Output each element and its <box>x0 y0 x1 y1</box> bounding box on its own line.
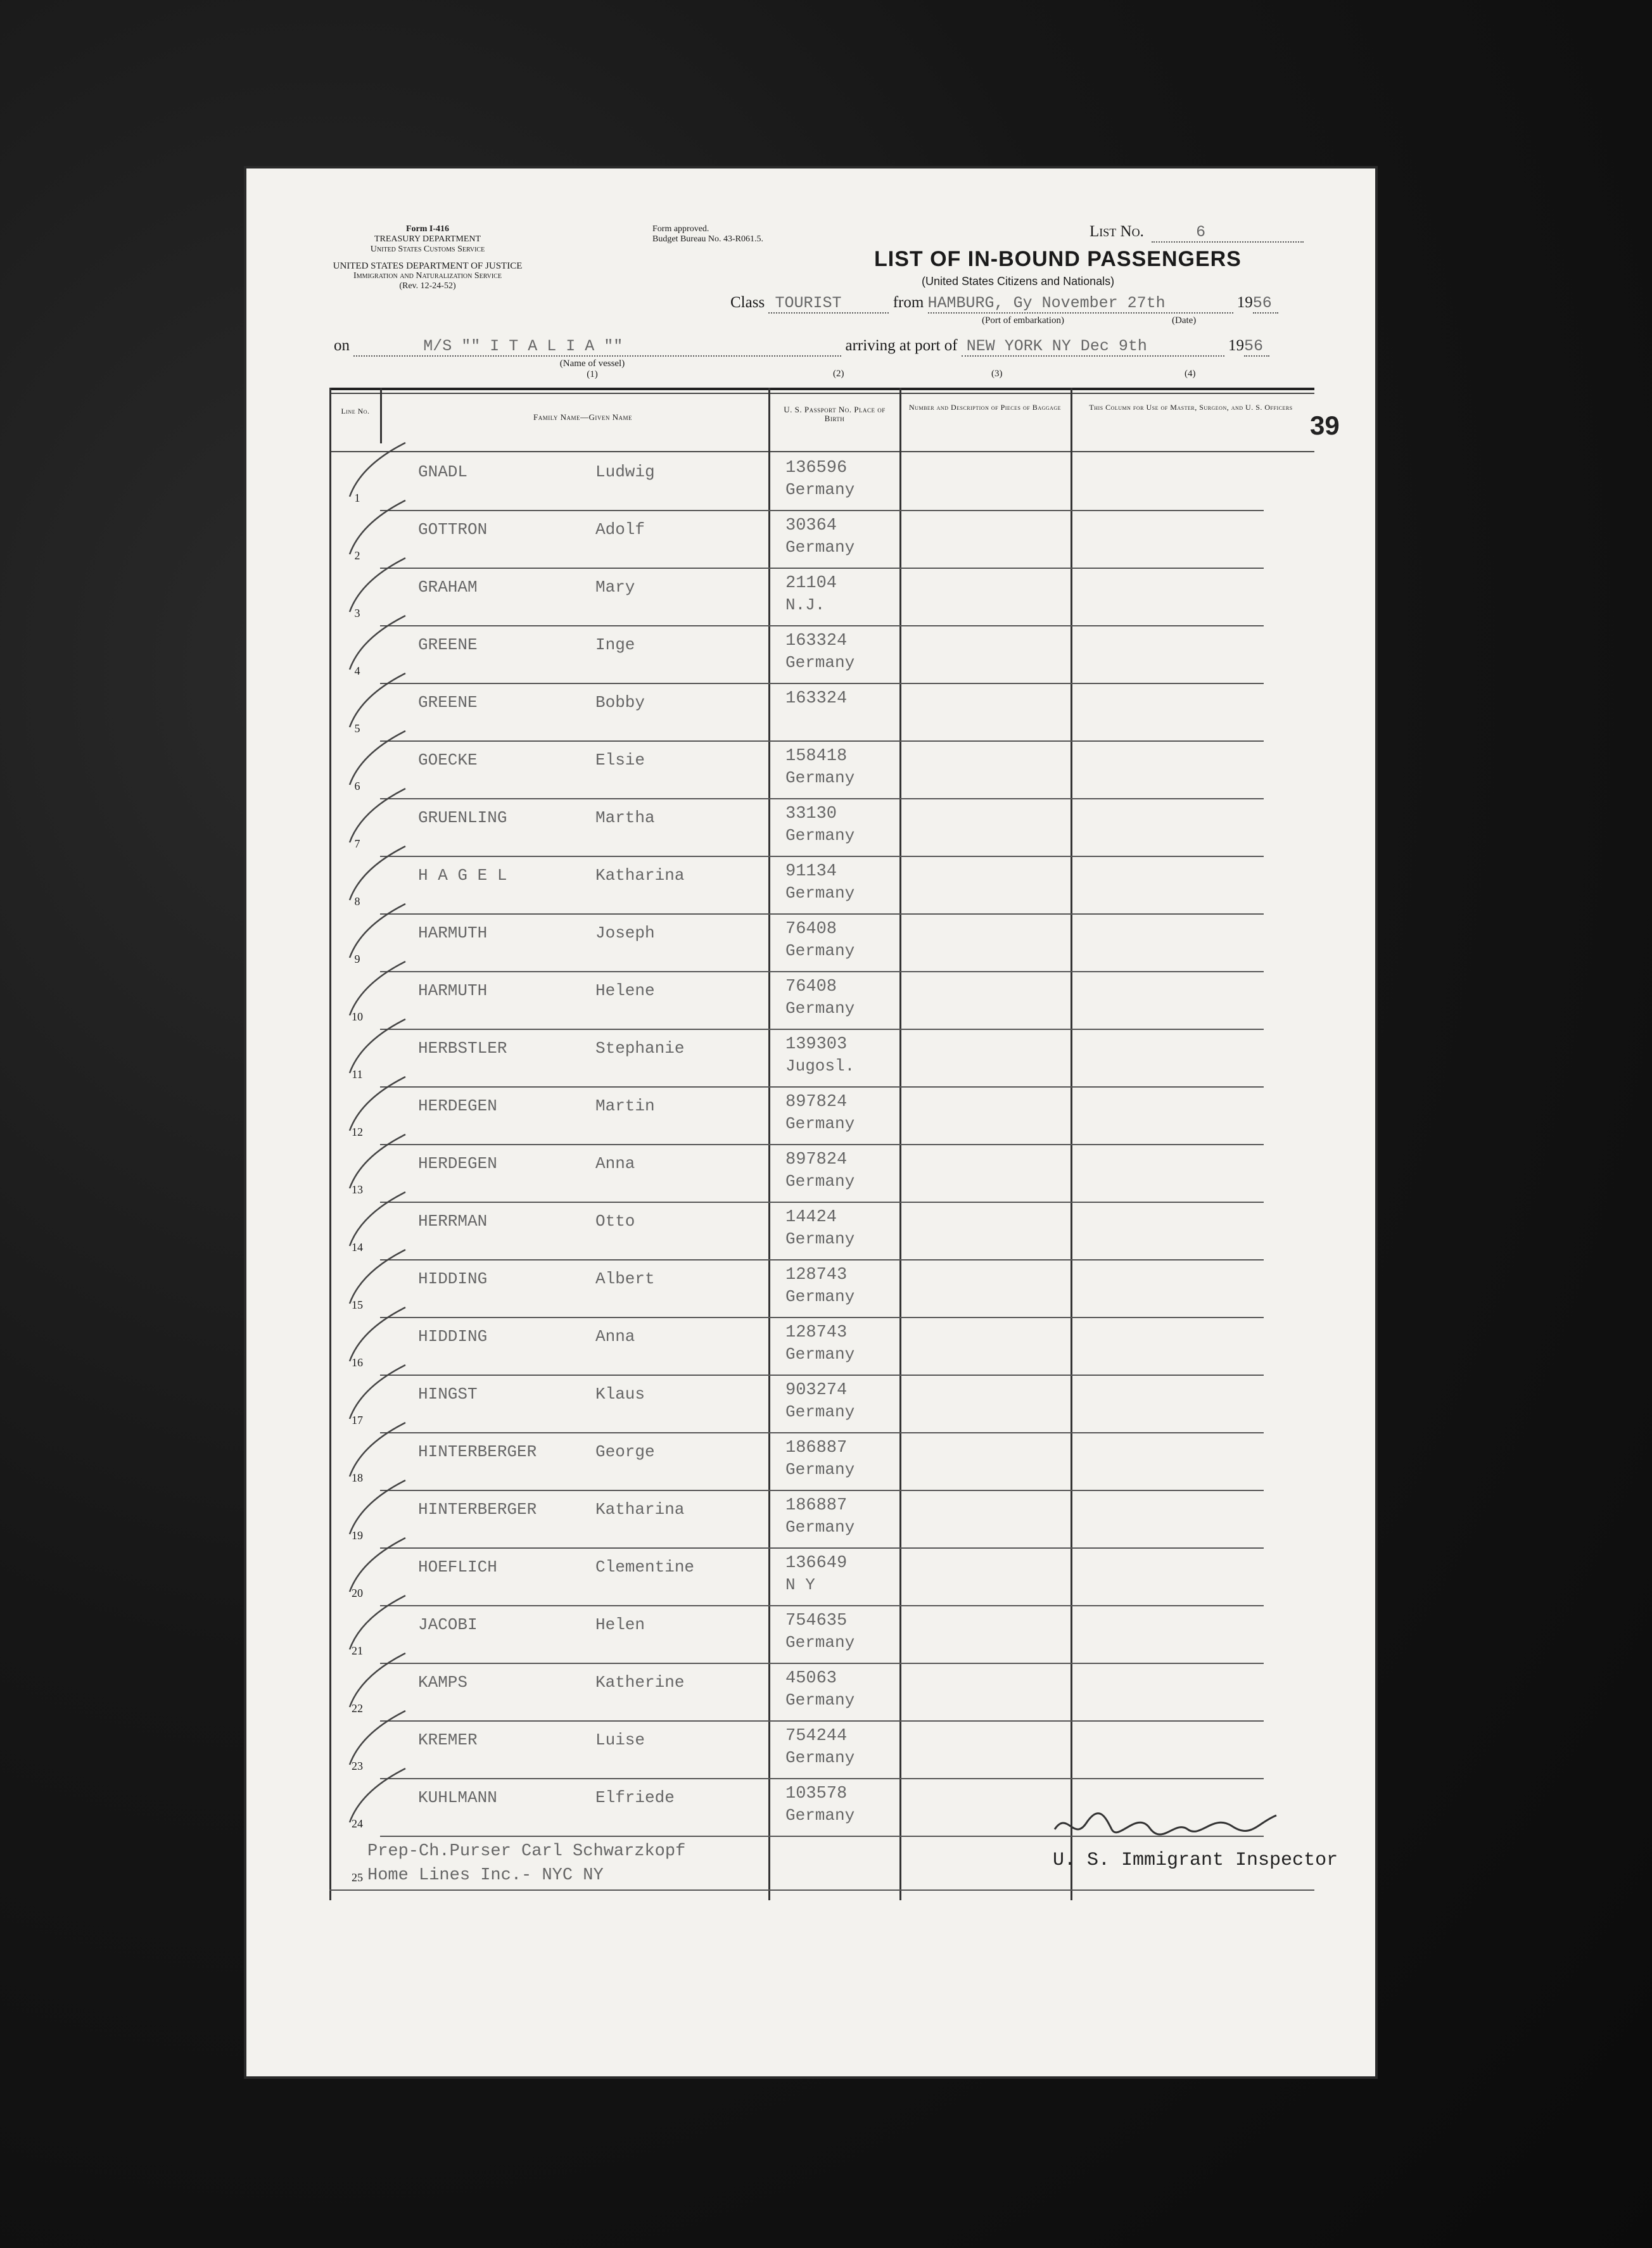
line-number: 14 <box>352 1241 363 1254</box>
passport-number: 136596 <box>785 459 848 478</box>
header-line-no: Line No. <box>341 407 370 416</box>
passport-number: 186887 <box>785 1438 848 1457</box>
family-name: GOECKE <box>418 751 478 770</box>
place-of-birth: Germany <box>785 1345 855 1364</box>
document-title: LIST OF IN-BOUND PASSENGERS <box>874 247 1242 271</box>
family-name: H A G E L <box>418 866 507 885</box>
line-number: 9 <box>354 953 360 965</box>
page-number: 39 <box>1310 410 1340 440</box>
table-row <box>329 915 1314 972</box>
table-row <box>329 1030 1314 1088</box>
place-of-birth: Germany <box>785 999 855 1018</box>
table-top-rule-2 <box>329 393 1314 394</box>
given-name: Elfriede <box>595 1788 675 1807</box>
header-baggage: Number and Description of Pieces of Baggage <box>909 403 1061 412</box>
budget-bureau: Budget Bureau No. 43-R061.5. <box>652 234 763 244</box>
passport-number: 897824 <box>785 1093 848 1112</box>
line-number: 11 <box>352 1068 363 1081</box>
family-name: HINGST <box>418 1385 478 1404</box>
passport-number: 136649 <box>785 1554 848 1573</box>
given-name: Anna <box>595 1154 635 1173</box>
line-number: 8 <box>354 895 360 908</box>
vessel-value: M/S "" I T A L I A "" <box>423 337 623 355</box>
given-name: Ludwig <box>595 462 655 481</box>
given-name: Stephanie <box>595 1039 685 1058</box>
passport-number: 186887 <box>785 1496 848 1515</box>
place-of-birth: Germany <box>785 1460 855 1479</box>
given-name: Helene <box>595 981 655 1000</box>
header-name: Family Name—Given Name <box>533 412 632 422</box>
table-row <box>329 684 1314 742</box>
passport-number: 163324 <box>785 632 848 651</box>
passport-number: 91134 <box>785 862 837 881</box>
place-of-birth: Germany <box>785 1114 855 1133</box>
line-number: 4 <box>354 664 360 677</box>
line-number: 6 <box>354 780 360 792</box>
place-of-birth: Germany <box>785 941 855 960</box>
treasury-dept: TREASURY DEPARTMENT <box>374 234 481 244</box>
given-name: Katharina <box>595 1500 685 1519</box>
ins-service: Immigration and Naturalization Service <box>353 271 502 281</box>
place-of-birth: Germany <box>785 653 855 672</box>
place-of-birth: Germany <box>785 1402 855 1421</box>
from-value: HAMBURG, Gy November 27th <box>927 294 1166 312</box>
line-number: 7 <box>354 837 360 850</box>
passport-number: 139303 <box>785 1035 848 1054</box>
list-number-value: 6 <box>1196 223 1206 241</box>
family-name: KUHLMANN <box>418 1788 497 1807</box>
passport-number: 163324 <box>785 689 848 708</box>
place-of-birth: Germany <box>785 1806 855 1825</box>
place-of-birth: Germany <box>785 884 855 903</box>
line-number: 10 <box>352 1010 363 1023</box>
table-row <box>329 1722 1314 1779</box>
line-number: 18 <box>352 1471 363 1484</box>
year-value: 56 <box>1253 294 1278 314</box>
table-row <box>329 1145 1314 1203</box>
passport-number: 128743 <box>785 1266 848 1285</box>
passport-number: 45063 <box>785 1669 837 1688</box>
line-number: 12 <box>352 1126 363 1138</box>
table-row <box>329 1088 1314 1145</box>
line-number: 17 <box>352 1414 363 1426</box>
given-name: Katharina <box>595 866 685 885</box>
table-row <box>329 1261 1314 1318</box>
given-name: Otto <box>595 1212 635 1231</box>
place-of-birth: Germany <box>785 826 855 845</box>
family-name: HERDEGEN <box>418 1154 497 1173</box>
header-passport: U. S. Passport No. Place of Birth <box>784 405 886 423</box>
col-border-line <box>380 388 382 443</box>
from-label: from <box>893 294 924 311</box>
place-of-birth: Germany <box>785 1229 855 1248</box>
place-of-birth: Germany <box>785 1287 855 1306</box>
line-number: 16 <box>352 1356 363 1369</box>
family-name: HERRMAN <box>418 1212 488 1231</box>
table-row <box>329 1376 1314 1433</box>
table-row <box>329 1664 1314 1722</box>
passport-number: 158418 <box>785 747 848 766</box>
line-number: 21 <box>352 1644 363 1657</box>
given-name: Luise <box>595 1730 645 1750</box>
vessel-line <box>334 337 1269 357</box>
passport-number: 14424 <box>785 1208 837 1227</box>
family-name: HOEFLICH <box>418 1558 497 1577</box>
given-name: Albert <box>595 1269 655 1288</box>
table-row <box>329 1433 1314 1491</box>
passport-number: 754635 <box>785 1611 848 1630</box>
family-name: HERDEGEN <box>418 1096 497 1115</box>
customs-service: United States Customs Service <box>370 244 485 254</box>
company-line: Home Lines Inc.- NYC NY <box>367 1866 604 1885</box>
family-name: HIDDING <box>418 1269 488 1288</box>
passport-number: 897824 <box>785 1150 848 1169</box>
line-number: 19 <box>352 1529 363 1542</box>
family-name: HINTERBERGER <box>418 1442 537 1461</box>
line-number: 20 <box>352 1587 363 1599</box>
place-of-birth: Germany <box>785 1518 855 1537</box>
on-label: on <box>334 337 350 354</box>
given-name: Mary <box>595 578 635 597</box>
passport-number: 76408 <box>785 977 837 996</box>
caption-col-4: (4) <box>1185 369 1196 379</box>
caption-col-2: (2) <box>833 369 844 379</box>
family-name: HARMUTH <box>418 981 488 1000</box>
passport-number: 33130 <box>785 804 837 823</box>
family-name: HINTERBERGER <box>418 1500 537 1519</box>
given-name: Martha <box>595 808 655 827</box>
footer-line-number: 25 <box>352 1871 363 1884</box>
family-name: KAMPS <box>418 1673 468 1692</box>
passenger-table <box>329 388 1314 1900</box>
year-prefix: 19 <box>1236 294 1253 311</box>
header-bottom-rule <box>329 451 1314 452</box>
table-row <box>329 1491 1314 1549</box>
given-name: Elsie <box>595 751 645 770</box>
table-row <box>329 799 1314 857</box>
table-row <box>329 742 1314 799</box>
family-name: GRUENLING <box>418 808 507 827</box>
place-of-birth: Germany <box>785 1633 855 1652</box>
place-of-birth: Germany <box>785 480 855 499</box>
inspector-stamp: U. S. Immigrant Inspector <box>1053 1850 1338 1871</box>
table-row <box>329 511 1314 569</box>
given-name: Joseph <box>595 924 655 943</box>
passport-number: 128743 <box>785 1323 848 1342</box>
family-name: HARMUTH <box>418 924 488 943</box>
family-name: GNADL <box>418 462 468 481</box>
arrival-year-value: 56 <box>1244 337 1269 357</box>
place-of-birth: N Y <box>785 1575 815 1594</box>
passport-number: 30364 <box>785 516 837 535</box>
given-name: Klaus <box>595 1385 645 1404</box>
table-row <box>329 454 1314 511</box>
form-revision: (Rev. 12-24-52) <box>399 281 456 291</box>
footer-bottom-rule <box>329 1889 1314 1891</box>
date-caption: (Date) <box>1172 315 1197 326</box>
family-name: HIDDING <box>418 1327 488 1346</box>
given-name: George <box>595 1442 655 1461</box>
passport-number: 754244 <box>785 1727 848 1746</box>
given-name: Katherine <box>595 1673 685 1692</box>
place-of-birth: N.J. <box>785 595 825 614</box>
table-row <box>329 626 1314 684</box>
family-name: JACOBI <box>418 1615 478 1634</box>
form-number: Form I-416 <box>405 224 450 234</box>
given-name: Bobby <box>595 693 645 712</box>
table-top-rule <box>329 388 1314 390</box>
arriving-label: arriving at port of <box>845 337 958 354</box>
family-name: GREENE <box>418 693 478 712</box>
place-of-birth: Germany <box>785 1748 855 1767</box>
approval-block <box>652 224 763 244</box>
family-name: HERBSTLER <box>418 1039 507 1058</box>
purser-line: Prep-Ch.Purser Carl Schwarzkopf <box>367 1842 686 1861</box>
caption-col-1: (1) <box>587 369 598 379</box>
table-row <box>329 857 1314 915</box>
line-number: 2 <box>354 549 360 562</box>
passport-number: 103578 <box>785 1784 848 1803</box>
family-name: GOTTRON <box>418 520 488 539</box>
arrival-value: NEW YORK NY Dec 9th <box>966 337 1147 355</box>
form-approved: Form approved. <box>652 224 709 234</box>
line-number: 1 <box>354 492 360 504</box>
table-row <box>329 1203 1314 1261</box>
family-name: GRAHAM <box>418 578 478 597</box>
family-name: GREENE <box>418 635 478 654</box>
line-number: 5 <box>354 722 360 735</box>
table-row <box>329 1318 1314 1376</box>
line-number: 23 <box>352 1760 363 1772</box>
inspector-signature <box>1048 1804 1289 1848</box>
passport-number: 76408 <box>785 920 837 939</box>
given-name: Helen <box>595 1615 645 1634</box>
place-of-birth: Jugosl. <box>785 1057 855 1076</box>
place-of-birth: Germany <box>785 1172 855 1191</box>
caption-col-3: (3) <box>991 369 1003 379</box>
place-of-birth: Germany <box>785 538 855 557</box>
agency-block <box>295 224 561 291</box>
list-number-field <box>1090 223 1304 243</box>
given-name: Inge <box>595 635 635 654</box>
table-row <box>329 1606 1314 1664</box>
given-name: Anna <box>595 1327 635 1346</box>
vessel-caption-text: (Name of vessel) <box>559 359 625 369</box>
given-name: Martin <box>595 1096 655 1115</box>
passport-number: 21104 <box>785 574 837 593</box>
passport-number: 903274 <box>785 1381 848 1400</box>
class-value: TOURIST <box>775 294 842 312</box>
line-number: 15 <box>352 1299 363 1311</box>
justice-dept: UNITED STATES DEPARTMENT OF JUSTICE <box>333 261 523 271</box>
port-embarkation-caption: (Port of embarkation) <box>982 315 1064 326</box>
header-officers: This Column for Use of Master, Surgeon, and U. S. Officers <box>1089 403 1293 412</box>
table-row <box>329 569 1314 626</box>
family-name: KREMER <box>418 1730 478 1750</box>
place-of-birth: Germany <box>785 1691 855 1710</box>
list-number-label: List No. <box>1090 223 1144 240</box>
given-name: Clementine <box>595 1558 695 1577</box>
line-number: 24 <box>352 1817 363 1830</box>
class-label: Class <box>730 294 765 311</box>
arrival-year-prefix: 19 <box>1228 337 1245 354</box>
table-row <box>329 972 1314 1030</box>
table-row <box>329 1549 1314 1606</box>
class-from-line <box>730 294 1278 314</box>
line-number: 13 <box>352 1183 363 1196</box>
line-number: 22 <box>352 1702 363 1715</box>
place-of-birth: Germany <box>785 768 855 787</box>
given-name: Adolf <box>595 520 645 539</box>
vessel-caption <box>545 359 640 380</box>
line-number: 3 <box>354 607 360 619</box>
document-subtitle: (United States Citizens and Nationals) <box>922 275 1115 288</box>
